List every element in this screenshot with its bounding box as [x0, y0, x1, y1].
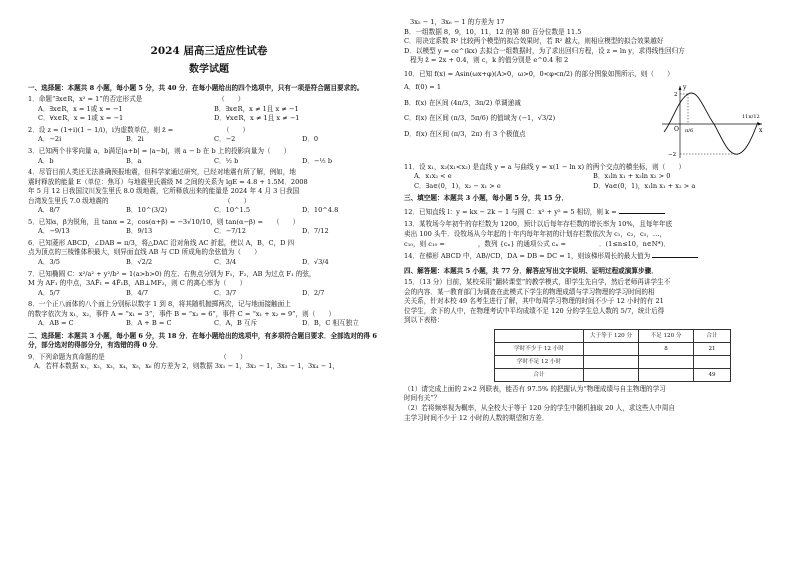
question-10-option-a: A．f(0) = 1 [404, 83, 442, 92]
option-b: B．∃x∈R，x ≠ 1且 x ≠ −1 [214, 104, 299, 113]
question-1-options [38, 105, 390, 124]
option-b: B．10^(3/2) [126, 206, 168, 215]
option-d: D．2/7 [302, 288, 325, 297]
question-3-stem: 3．已知两个非零向量 a，b满足|a+b| = |a−b|，则 a − b 在 b 上的投影向量为（ ） [28, 147, 291, 155]
table-header-row [495, 329, 731, 342]
tick-label-pi-over-6: π/6 [685, 127, 694, 134]
section-3-heading: 三、填空题：本题共 3 小题，每小题 5 分，共 15 分． [404, 194, 568, 203]
option-d: D．−½ b [302, 156, 333, 165]
question-2-stem: 2．设 z = (1+i)(1 − 1/i)，i为虚数单位，则 z̄ = （ ） [28, 125, 250, 134]
question-4 [28, 168, 390, 216]
question-15-part-1-line-2: 时间有关”？ [404, 394, 441, 403]
table-cell: 21 [694, 342, 731, 355]
option-d: D．√3/4 [302, 258, 329, 267]
option-a: A．x₁x₂ < e [414, 172, 452, 181]
question-9-option-b: B．一组数据 8，9，10，11，12 的第 80 百分位数是 11.5 [404, 27, 582, 36]
question-10-option-b: B．f(x) 在区间 (4π/3，3π/2) 单调递减 [404, 98, 521, 107]
question-12-stem: 12．已知直线 l：y = kx − 2k − 1 与圆 C：x² + y² = 5 相切，则 k = [404, 207, 617, 216]
section-4-heading: 四、解答题：本题共 5 小题，共 77 分．解答应写出文字说明、证明过程或演算步骤． [404, 266, 658, 275]
option-b: B．√2/2 [126, 258, 153, 267]
question-9-option-a-continued: 3x₅ − 1，3x₆ − 1 的方差为 17 [410, 18, 505, 26]
question-14 [404, 250, 772, 262]
question-9-option-d-line-2: 程为 ẑ = 2x + 0.4，则 c，k 的值分别是 e^0.4 和 2 [410, 56, 569, 65]
table-row [495, 368, 731, 381]
question-9-option-d-line-1: D．以模型 y = ce^(kx) 去拟合一组数据时，为了求出回归方程，设 z = ln y，求得线性回归方 [404, 46, 685, 55]
table-row [495, 355, 731, 368]
table-row [495, 342, 731, 355]
table-cell: 学时不少于 12 小时 [495, 342, 584, 355]
option-c: C．3/7 [214, 288, 237, 297]
question-4-stem-line-3: 年 5 月 12 日我国汶川发生里氏 8.0 级地震，它所释放出来的能量是 2024 年 4 月 3 日我国 [28, 187, 300, 196]
contingency-table [494, 329, 731, 382]
question-3 [28, 147, 390, 166]
question-8-stem-line-2: 的数字依次为 x₁，x₂，事件 A = “x₁ = 3”，事件 B = “x₂ = 6”，事件 C = “x₁ + x₂ = 9”，则（ ） [28, 309, 336, 318]
right-column [404, 18, 772, 424]
option-a: A．∃x∈R，x = 1或 x = −1 [38, 104, 123, 113]
question-13-stem-line-1: 13．某牧场今年初牛的存栏数为 1200，预计以后每年存栏数的增长率为 10%，且每年年底 [404, 220, 673, 229]
option-a: A．−9/13 [38, 227, 70, 236]
y-axis-arrow [679, 86, 682, 90]
option-a: A．−2i [38, 135, 62, 144]
option-d: D．B，C 相互独立 [302, 319, 359, 328]
option-b: B．A + B = C [126, 319, 172, 328]
sine-graph [658, 82, 766, 162]
table-header-cell: 大于等于 120 分 [584, 329, 639, 342]
question-4-options [38, 206, 390, 216]
question-10-stem: 10．已知 f(x) = Asin(ωx+φ)(A>0，ω>0，0<φ<π/2) 的部分图象如图所示，则（ ） [404, 69, 674, 78]
sine-curve [664, 93, 758, 154]
question-1 [28, 95, 390, 124]
option-b: B．2i [126, 135, 144, 144]
question-6-options [38, 258, 390, 268]
table-cell [639, 368, 694, 381]
question-15-line-1: 15．（13 分）目前，某校采用“翻转课堂”的教学模式，即学生先自学，然后老师再讲学生不 [404, 278, 671, 287]
question-15-part-2-line-1: （2）若将频率视为概率，从全校大于等于 120 分的学生中随机抽取 20 人，求这些人中周自 [404, 404, 675, 413]
left-column [28, 18, 390, 373]
question-13-stem-line-2: 卖出 100 头牛．设牧场从今年起的十年内每年年初的计划存栏数依次为 c₁，c₂，c₃，…， [404, 230, 667, 239]
table-header-cell: 不足 120 分 [639, 329, 694, 342]
question-9-left [28, 353, 390, 372]
option-a: A．5/7 [38, 288, 60, 297]
question-15-part-1-line-1: （1）请完成上面的 2×2 列联表，能否有 97.5% 的把握认为“物理成绩与自主物理的学习 [404, 384, 666, 393]
question-11-stem: 11．设 x₁，x₂(x₁<x₂) 是直线 y = a 与曲线 y = x(1 − ln x) 的两个交点的横坐标，则（ ） [404, 162, 686, 171]
question-15-part-2-line-2: 主学习时间不少于 12 小时的人数的期望和方差． [404, 413, 549, 422]
question-7-options [38, 289, 390, 299]
option-c: C．−2 [214, 135, 236, 144]
question-6-stem-line-2: 点为顶点的三棱锥体积最大，则异面直线 AB 与 CD 所成角的余弦值为（ ） [28, 248, 261, 257]
option-d: D．∀x∈R，x ≠ 1且 x ≠ −1 [214, 114, 300, 123]
table-cell: 合计 [495, 368, 584, 381]
question-13 [404, 220, 772, 249]
table-cell: 8 [639, 342, 694, 355]
option-b: B．a [126, 156, 142, 165]
table-cell [584, 355, 639, 368]
exam-subtitle: 数学试题 [189, 64, 229, 76]
table-cell: 学时不足 12 小时 [495, 355, 584, 368]
option-c: C．∃a∈(0，1)，x₂ − x₁ > e [414, 181, 501, 190]
question-4-stem-line-1: 4．尽管目前人类还无法准确预报地震，但科学家通过研究，已经对地震有所了解，例如，地 [28, 168, 296, 177]
option-d: D．∀a∈(0，1)，x₁ln x₁ + x₂ > a [593, 181, 696, 190]
x-axis-label: x [759, 126, 763, 134]
option-a: A．3/5 [38, 258, 60, 267]
option-c: C．A，B 互斥 [214, 319, 258, 328]
question-7 [28, 270, 390, 299]
table-cell: 49 [694, 368, 731, 381]
question-8 [28, 300, 390, 329]
table-cell [639, 355, 694, 368]
question-9-option-a: A．若样本数据 x₁，x₂，x₃，x₄，x₅，x₆ 的方差为 2，则数据 3x₁ − 1，3x₂ − 1，3x₃ − 1，3x₄ − 1， [34, 362, 340, 371]
question-12 [404, 206, 772, 218]
option-c: C．10^1.5 [214, 206, 251, 215]
tick-label-11pi-over-12: 11π/12 [742, 113, 760, 120]
option-d: D．7/12 [302, 227, 329, 236]
option-b: B．4/7 [126, 288, 149, 297]
table-header-cell [495, 329, 584, 342]
option-b: B．x₁ln x₁ + x₂ln x₂ > 0 [593, 172, 671, 181]
question-2-options [38, 135, 390, 145]
option-d: D．10^4.8 [302, 206, 339, 215]
exam-title: 2024 届高三适应性试卷 [150, 45, 268, 57]
option-b: B．9/13 [126, 227, 153, 236]
option-a: A．AB = C [38, 319, 74, 328]
table-header-cell: 合计 [694, 329, 731, 342]
question-15 [404, 278, 772, 423]
section-2-heading: 二、选择题：本题共 3 小题，每小题 6 分，共 18 分．在每小题给出的选项中，有多项符合题目要求．全部选对的得 6 分，部分选对的得部分分，有选错的得 0 分． [28, 331, 377, 350]
table-cell [694, 355, 731, 368]
question-10 [404, 70, 772, 162]
option-c: C．−7/12 [214, 227, 246, 236]
question-14-stem: 14．在梯形 ABCD 中，AB//CD，DA = DB = DC = 1，则该梯形周长的最大值为 [404, 252, 651, 261]
question-8-stem-line-1: 8．一个正八面体的八个面上分别标以数字 1 到 8，将其随机抛掷两次，记与地面接触面上 [28, 300, 291, 309]
question-5 [28, 218, 390, 237]
y-axis-label: y [683, 83, 687, 91]
question-15-line-5: 到以下表格： [404, 316, 444, 325]
answer-blank [652, 250, 698, 258]
question-15-line-2: 会的内容．某一教育部门为调查在此模式下学生的物理成绩与学习物理的学习时间的相 [404, 287, 655, 296]
question-6 [28, 239, 390, 268]
option-a: A．8/7 [38, 206, 60, 215]
x-axis-arrow [758, 122, 762, 125]
option-a: A．b [38, 156, 54, 165]
option-c: C．∀x∈R，x = 1或 x = −1 [38, 114, 124, 123]
question-10-option-d: D．f(x) 在区间 (π/3，2π) 有 3 个极值点 [404, 129, 526, 138]
question-1-stem: 1．命题“∃x∈R，x² = 1”的否定形式是 （ ） [28, 95, 245, 104]
question-15-line-4: 位学生，余下的人中，在物理考试中平均成绩不足 120 分的学生总人数的 5/7，统计后得 [404, 306, 665, 315]
question-8-options [38, 319, 390, 329]
question-9-option-c: C．用决定系数 R² 比较两个模型的拟合效果时，若 R² 越大，则相应模型的拟合效果越好 [404, 37, 664, 46]
table-cell [584, 342, 639, 355]
question-13-stem-line-3: c₁₀，则 c₁₀ = ，数列 {cₙ} 的通项公式 cₙ = ．(1≤n≤10，n∈N*)． [404, 239, 670, 248]
question-2 [28, 126, 390, 145]
question-7-stem-line-1: 7．已知椭圆 C：x²/a² + y²/b² = 1(a>b>0) 的左、右焦点分别为 F₁，F₂，AB 为过点 F₁ 的弦， [28, 269, 316, 278]
origin-label: O [674, 125, 679, 133]
question-7-stem-line-2: M 为 AF₁ 的中点，3AF̄₁ = 4F̄₁B，AB⊥MF₂，则 C 的离心率为（ ） [28, 279, 247, 288]
question-10-option-c: C．f(x) 在区间 (π/3，5π/6) 的值域为 (−1，√3/2) [404, 114, 556, 123]
question-11 [404, 163, 772, 192]
answer-blank [619, 206, 665, 214]
question-9-stem: 9．下列命题为真命题的是 （ ） [28, 352, 247, 361]
question-15-line-3: 关关系，针对本校 49 名考生进行了解，其中每周学习物理的时间不少于 12 小时的有 21 [404, 297, 664, 306]
option-d: D．0 [302, 135, 319, 144]
section-1-heading: 一、选择题：本题共 8 小题，每小题 5 分，共 40 分．在每小题给出的四个选项中，只有一项是符合题目要求的。 [28, 83, 364, 92]
option-c: C．½ b [214, 156, 239, 165]
table-cell [584, 368, 639, 381]
question-5-options [38, 227, 390, 237]
question-4-stem-line-4: 台湾发生里氏 7.0 级地震的 （ ） [28, 196, 251, 205]
question-5-stem: 5．已知α，β为锐角，且 tanα = 2，cos(α+β) = −3√10/10，则 tan(α−β) = （ ） [28, 217, 300, 226]
question-6-stem-line-1: 6．已知菱形 ABCD，∠DAB = π/3，将△DAC 沿对角线 AC 折起，使以 A，B，C，D 四 [28, 238, 295, 247]
question-4-stem-line-2: 震时释放的能量 E（单位：焦耳）与地震里氏震级 M 之间的关系为 lgE = 4.8 + 1.5M．2008 [28, 177, 308, 186]
option-c: C．3/4 [214, 258, 237, 267]
max-value-label: 2 [674, 91, 678, 98]
question-11-options [414, 172, 772, 191]
question-3-options [38, 157, 390, 167]
min-value-label: −2 [668, 151, 677, 158]
